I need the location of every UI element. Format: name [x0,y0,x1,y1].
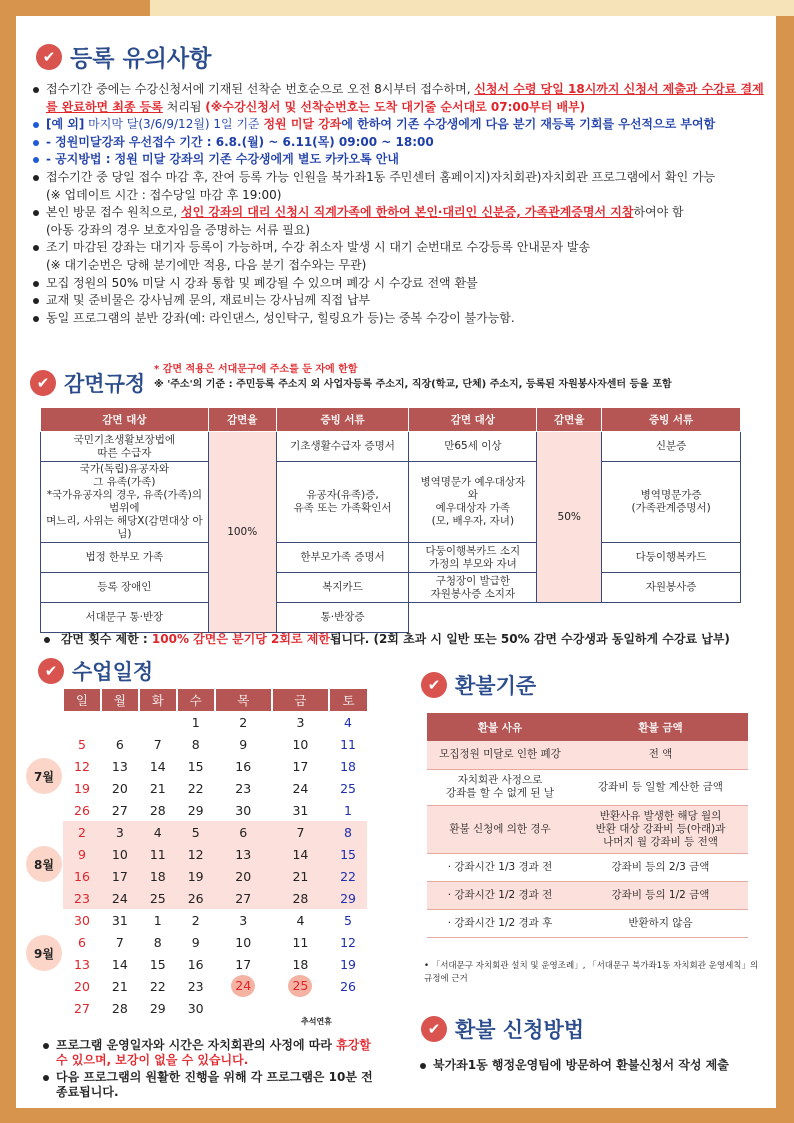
calendar-day: 7 [272,821,329,843]
calendar-day: 5 [77,736,86,752]
calendar-day: 2 [239,714,248,730]
refund-method-text: 북가좌1동 행정운영팀에 방문하여 환불신청서 작성 제출 [420,1056,729,1073]
calendar-day: 30 [74,912,90,928]
calendar-day: 20 [111,780,128,796]
schedule-notes [40,1038,376,1102]
month-label-september: 9월 [26,935,62,971]
calendar-day: 22 [149,978,166,994]
calendar-day: 22 [329,865,367,887]
month-label-august: 8월 [26,846,62,882]
calendar-day [272,975,329,997]
calendar-day: 29 [149,1000,166,1016]
refund-cell: · 강좌시간 1/2 경과 후 [427,909,573,937]
calendar-week [63,953,367,975]
calendar-day: 3 [101,821,139,843]
note-item-exception: [예 외] 마지막 달(3/6/9/12월) 1일 기준 정원 미달 강좌에 한하여 기존 수강생에게 다음 분기 재등록 기회를 우선적으로 부여함 [30,116,772,134]
calendar-week [63,733,367,755]
calendar-day: 16 [235,758,252,774]
weekday-header: 목 [215,689,272,711]
calendar-day: 11 [340,736,356,752]
refund-cell: 강좌비 등 일할 계산한 금액 [573,769,748,805]
calendar-week [63,843,367,865]
calendar-day: 29 [329,887,367,909]
class-calendar [62,689,367,1019]
calendar-week [63,909,367,931]
calendar-day: 5 [344,912,352,928]
calendar-week [63,755,367,777]
calendar-day: 30 [235,802,252,818]
calendar-day [215,975,272,997]
table-row [427,881,748,909]
calendar-day: 1 [344,802,352,818]
calendar-day: 3 [239,912,248,928]
refund-cell: 강좌비 등의 2/3 금액 [573,853,748,881]
holiday-label: 추석연휴 [301,1017,332,1026]
calendar-day [139,711,177,733]
registration-notes [30,81,772,327]
calendar-day: 14 [149,758,166,774]
calendar-week [63,865,367,887]
calendar-day: 13 [215,843,272,865]
calendar-header [63,689,367,711]
discount-limit: 감면 횟수 제한 : 100% 감면은 분기당 2회로 제한됩니다. (2회 초과 시 일반 또는 50% 감면 수강생과 동일하게 수강료 납부) [44,630,730,647]
note-item: 접수기간 중 당일 접수 마감 후, 잔여 등록 가능 인원을 북가좌1동 주민센터 홈페이지)자치회관)자치회관 프로그램에서 확인 가능 (※ 업데이트 시간 : 접수당일 마감 후 19:00) [30,169,772,204]
refund-cell: · 강좌시간 1/3 경과 전 [427,853,573,881]
calendar-day: 6 [77,934,86,950]
weekday-header: 수 [177,689,215,711]
calendar-day: 10 [101,843,139,865]
calendar-day: 5 [177,821,215,843]
calendar-day: 9 [239,736,248,752]
calendar-day: 21 [111,978,128,994]
month-label-july: 7월 [26,758,62,794]
holiday-day: 24 [231,975,255,997]
check-icon: ✔ [38,658,64,684]
calendar-day: 22 [187,780,204,796]
calendar-day: 27 [215,887,272,909]
discount-note: * 감면 적용은 서대문구에 주소를 둔 자에 한함 ※ '주소'의 기준 : 주민등록 주소지 외 사업자등록 주소지, 직장(학교, 단체) 주소지, 등록된 자원봉사자센터 등을 포함 [154,364,672,390]
calendar-day: 2 [191,912,200,928]
holiday-day: 25 [288,975,312,997]
calendar-day: 25 [139,887,177,909]
note-item: 교재 및 준비물은 강사님께 문의, 재료비는 강사님께 직접 납부 [30,292,772,310]
refund-table [427,713,748,938]
calendar-day: 31 [292,802,309,818]
weekday-header: 금 [272,689,329,711]
calendar-day [329,997,367,1019]
calendar-day: 1 [153,912,162,928]
section-registration-title: ✔ 등록 유의사항 [36,40,211,73]
calendar-day: 11 [139,843,177,865]
calendar-day: 24 [292,780,309,796]
table-row [427,769,748,805]
calendar-day: 18 [292,956,309,972]
refund-note: • 「서대문구 자치회관 설치 및 운영조례」, 「서대문구 북가좌1동 자치회관 운영세칙」의 규정에 근거 [424,961,759,984]
calendar-day: 4 [344,714,352,730]
calendar-day: 23 [187,978,204,994]
calendar-day: 4 [296,912,305,928]
section-discount-title: ✔ 감면규정 [30,368,145,398]
calendar-day: 9 [191,934,200,950]
calendar-day: 7 [153,736,162,752]
calendar-day: 15 [329,843,367,865]
weekday-header: 화 [139,689,177,711]
calendar-week [63,821,367,843]
calendar-day: 17 [235,956,252,972]
calendar-day: 15 [149,956,166,972]
calendar-day: 8 [191,736,200,752]
calendar-day: 26 [74,802,90,818]
calendar-day: 7 [115,934,124,950]
check-icon: ✔ [421,1016,447,1042]
calendar-week [63,711,367,733]
notice-sheet [16,16,776,1108]
note-sub: - 공지방법 : 정원 미달 강좌의 기존 수강생에게 별도 카카오톡 안내 [30,151,772,169]
note-item: 조기 마감된 강좌는 대기자 등록이 가능하며, 수강 취소자 발생 시 대기 순번대로 수강등록 안내문자 발송 (※ 대기순번은 당해 분기에만 적용, 다음 분기 접수와는 무관) [30,239,772,274]
calendar-day: 25 [340,780,356,796]
calendar-day: 10 [235,934,252,950]
calendar-day: 10 [292,736,309,752]
table-row: 국민기초생활보장법에 따른 수급자 100% 기초생활수급자 증명서 만65세 이상 50% 신분증 [41,432,741,462]
check-icon: ✔ [36,44,62,70]
note-item: 본인 방문 접수 원칙으로, 성인 강좌의 대리 신청시 직계가족에 한하여 본인·대리인 신분증, 가족관계증명서 지참하여야 함 (아동 강좌의 경우 보호자임을 증명하는 서류 필요) [30,204,772,239]
calendar-day: 6 [215,821,272,843]
calendar-day: 14 [272,843,329,865]
calendar-day: 17 [292,758,309,774]
calendar-day: 12 [340,934,356,950]
discount-table [40,407,741,633]
table-header: 환불 사유 환불 금액 [427,713,748,741]
calendar-day [215,997,272,1019]
note-item: 다음 프로그램의 원활한 진행을 위해 각 프로그램은 10분 전 종료됩니다. [40,1070,376,1100]
calendar-week [63,777,367,799]
calendar-day: 19 [177,865,215,887]
refund-cell: 강좌비 등의 1/2 금액 [573,881,748,909]
calendar-week [63,931,367,953]
section-refund-method-title: ✔ 환불 신청방법 [421,1014,584,1044]
calendar-day: 28 [149,802,166,818]
calendar-day: 31 [111,912,128,928]
refund-cell: 반환사유 발생한 해당 월의 반환 대상 강좌비 등(아래)과 나머지 월 강좌비 등 전액 [573,805,748,853]
calendar-day: 16 [187,956,204,972]
calendar-day: 28 [272,887,329,909]
calendar-day: 16 [63,865,101,887]
calendar-day: 24 [101,887,139,909]
table-row [427,805,748,853]
calendar-day: 8 [153,934,162,950]
calendar-day: 23 [235,780,252,796]
calendar-day: 13 [74,956,90,972]
calendar-day: 4 [139,821,177,843]
weekday-header: 일 [63,689,101,711]
check-icon: ✔ [421,672,447,698]
calendar-day: 28 [111,1000,128,1016]
calendar-day [63,711,101,733]
note-item: 프로그램 운영일자와 시간은 자치회관의 사정에 따라 휴강할 수 있으며, 보강이 없을 수 있습니다. [40,1038,376,1068]
table-row: 법정 한부모 가족 한부모가족 증명서 다둥이행복카드 소지 가정의 부모와 자녀 다둥이행복카드 [41,543,741,573]
refund-cell: 자치회관 사정으로 강좌를 할 수 없게 된 날 [427,769,573,805]
calendar-day: 12 [74,758,90,774]
calendar-week [63,799,367,821]
table-row: 서대문구 통·반장 통·반장증 [41,603,741,633]
calendar-day: 14 [111,956,128,972]
calendar-day: 20 [74,978,90,994]
calendar-day: 26 [340,978,356,994]
refund-cell: 반환하지 않음 [573,909,748,937]
calendar-day: 23 [63,887,101,909]
table-row [427,909,748,937]
calendar-day: 3 [296,714,305,730]
calendar-day: 1 [191,714,200,730]
calendar-week [63,887,367,909]
refund-cell: · 강좌시간 1/2 경과 전 [427,881,573,909]
table-header: 감면 대상 감면율 증빙 서류 감면 대상 감면율 증빙 서류 [41,408,741,432]
table-row [427,853,748,881]
refund-cell: 환불 신청에 의한 경우 [427,805,573,853]
calendar-day: 30 [187,1000,204,1016]
check-icon: ✔ [30,370,56,396]
refund-cell: 전 액 [573,741,748,769]
calendar-day [101,711,139,733]
calendar-day: 19 [340,956,356,972]
calendar-day: 13 [111,758,128,774]
calendar-day: 15 [187,758,204,774]
weekday-header: 월 [101,689,139,711]
calendar-day: 29 [187,802,204,818]
calendar-day: 17 [101,865,139,887]
calendar-day: 8 [329,821,367,843]
section-schedule-title: ✔ 수업일정 [38,656,153,686]
calendar-day: 19 [74,780,90,796]
calendar-day: 21 [272,865,329,887]
note-item: 접수기간 중에는 수강신청서에 기재된 선착순 번호순으로 오전 8시부터 접수하며, 신청서 수령 당일 18시까지 신청서 제출과 수강료 결제를 완료하면 최종 등록 처리됨 (※수강신청서 및 선착순번호는 도착 대기줄 순서대로 07:00부터 배부) [30,81,772,116]
refund-cell: 모집정원 미달로 인한 폐강 [427,741,573,769]
calendar-day: 27 [74,1000,90,1016]
calendar-week [63,975,367,997]
weekday-header: 토 [329,689,367,711]
calendar-day: 18 [340,758,356,774]
top-strip [150,0,794,16]
calendar-day: 11 [292,934,309,950]
note-item: 모집 정원의 50% 미달 시 강좌 통합 및 폐강될 수 있으며 폐강 시 수강료 전액 환불 [30,275,772,293]
calendar-day: 20 [215,865,272,887]
calendar-day: 12 [177,843,215,865]
calendar-day: 9 [63,843,101,865]
table-row: 등록 장애인 복지카드 구청장이 발급한 자원봉사증 소지자 자원봉사증 [41,573,741,603]
note-item: 동일 프로그램의 분반 강좌(예: 라인댄스, 성인탁구, 힐링요가 등)는 중복 수강이 불가능함. [30,310,772,328]
section-refund-title: ✔ 환불기준 [421,670,536,700]
calendar-day: 18 [139,865,177,887]
table-row: 국가(독립)유공자와 그 유족(가족) *국가유공자의 경우, 유족(가족)의 범위에 며느리, 사위는 해당X(감면대상 아님) 유공자(유족)증, 유족 또는 가족확인서 병역명문가 예우대상자 와 예우대상자 가족 (모, 배우자, 자녀) 병역명문가증 (가족관계증명서) [41,462,741,543]
calendar-day: 21 [149,780,166,796]
table-row [427,741,748,769]
note-sub: - 정원미달강좌 우선접수 기간 : 6.8.(월) ~ 6.11(목) 09:00 ~ 18:00 [30,134,772,152]
calendar-day: 2 [63,821,101,843]
calendar-day: 26 [177,887,215,909]
calendar-day: 6 [115,736,124,752]
calendar-day: 27 [111,802,128,818]
